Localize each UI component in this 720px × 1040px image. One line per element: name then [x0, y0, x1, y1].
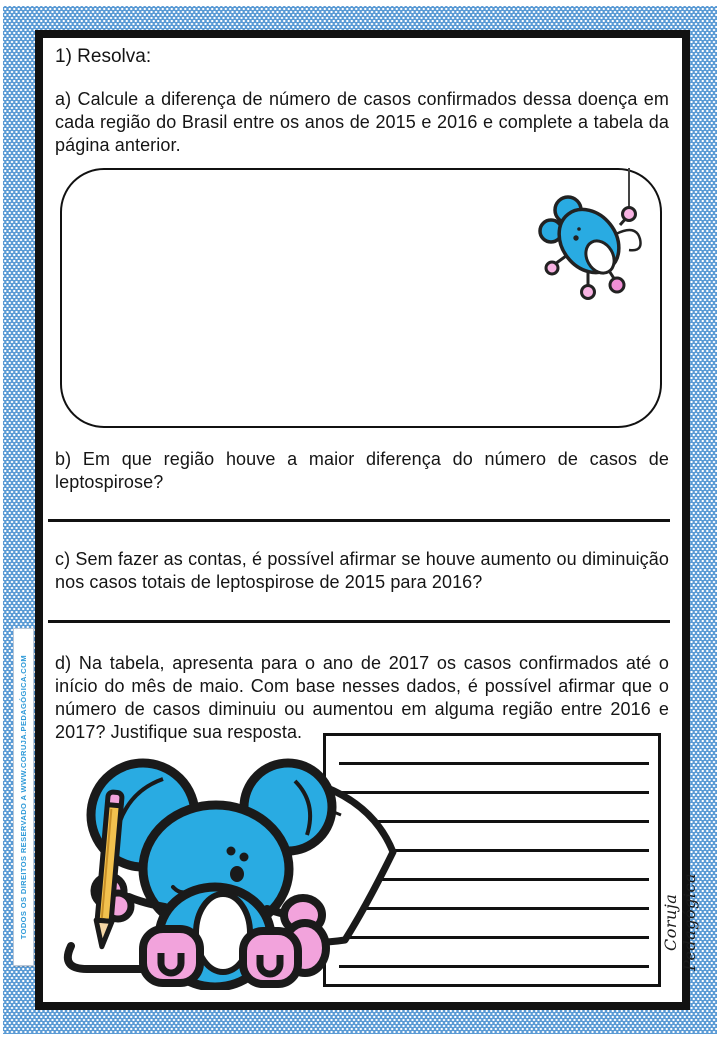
question-c-text: c) Sem fazer as contas, é possível afirmar se houve aumento ou diminuição nos casos totais de leptospirose de 2015 para 2016?	[55, 549, 669, 592]
question-d-text: d) Na tabela, apresenta para o ano de 2017 os casos confirmados até o início do mês de maio. Com base nesses dados, é possível afirmar que o número de casos diminuiu ou aumentou em alguma região entre 2016 e 2017? Justifique sua resposta.	[55, 653, 669, 742]
question-a-text: a) Calcule a diferença de número de casos confirmados dessa doença em cada região do Brasil entre os anos de 2015 e 2016 e complete a tabela da página anterior.	[55, 89, 669, 155]
brand-watermark: Coruja Pedagógica	[661, 872, 699, 972]
writing-mouse-icon	[45, 745, 405, 990]
answer-line-b	[48, 519, 670, 522]
question-b-text: b) Em que região houve a maior diferença do número de casos de leptospirose?	[55, 449, 669, 492]
worksheet-page	[35, 30, 699, 1010]
answer-line-c	[48, 620, 670, 623]
copyright-strip	[13, 628, 34, 966]
question-title: 1) Resolva:	[55, 46, 152, 67]
hanging-mouse-icon	[536, 168, 654, 304]
copyright-text: TODOS OS DIREITOS RESERVADO A WWW.CORUJA.PEDAGÓGICA.COM	[19, 654, 28, 940]
answer-box-a	[60, 168, 662, 428]
